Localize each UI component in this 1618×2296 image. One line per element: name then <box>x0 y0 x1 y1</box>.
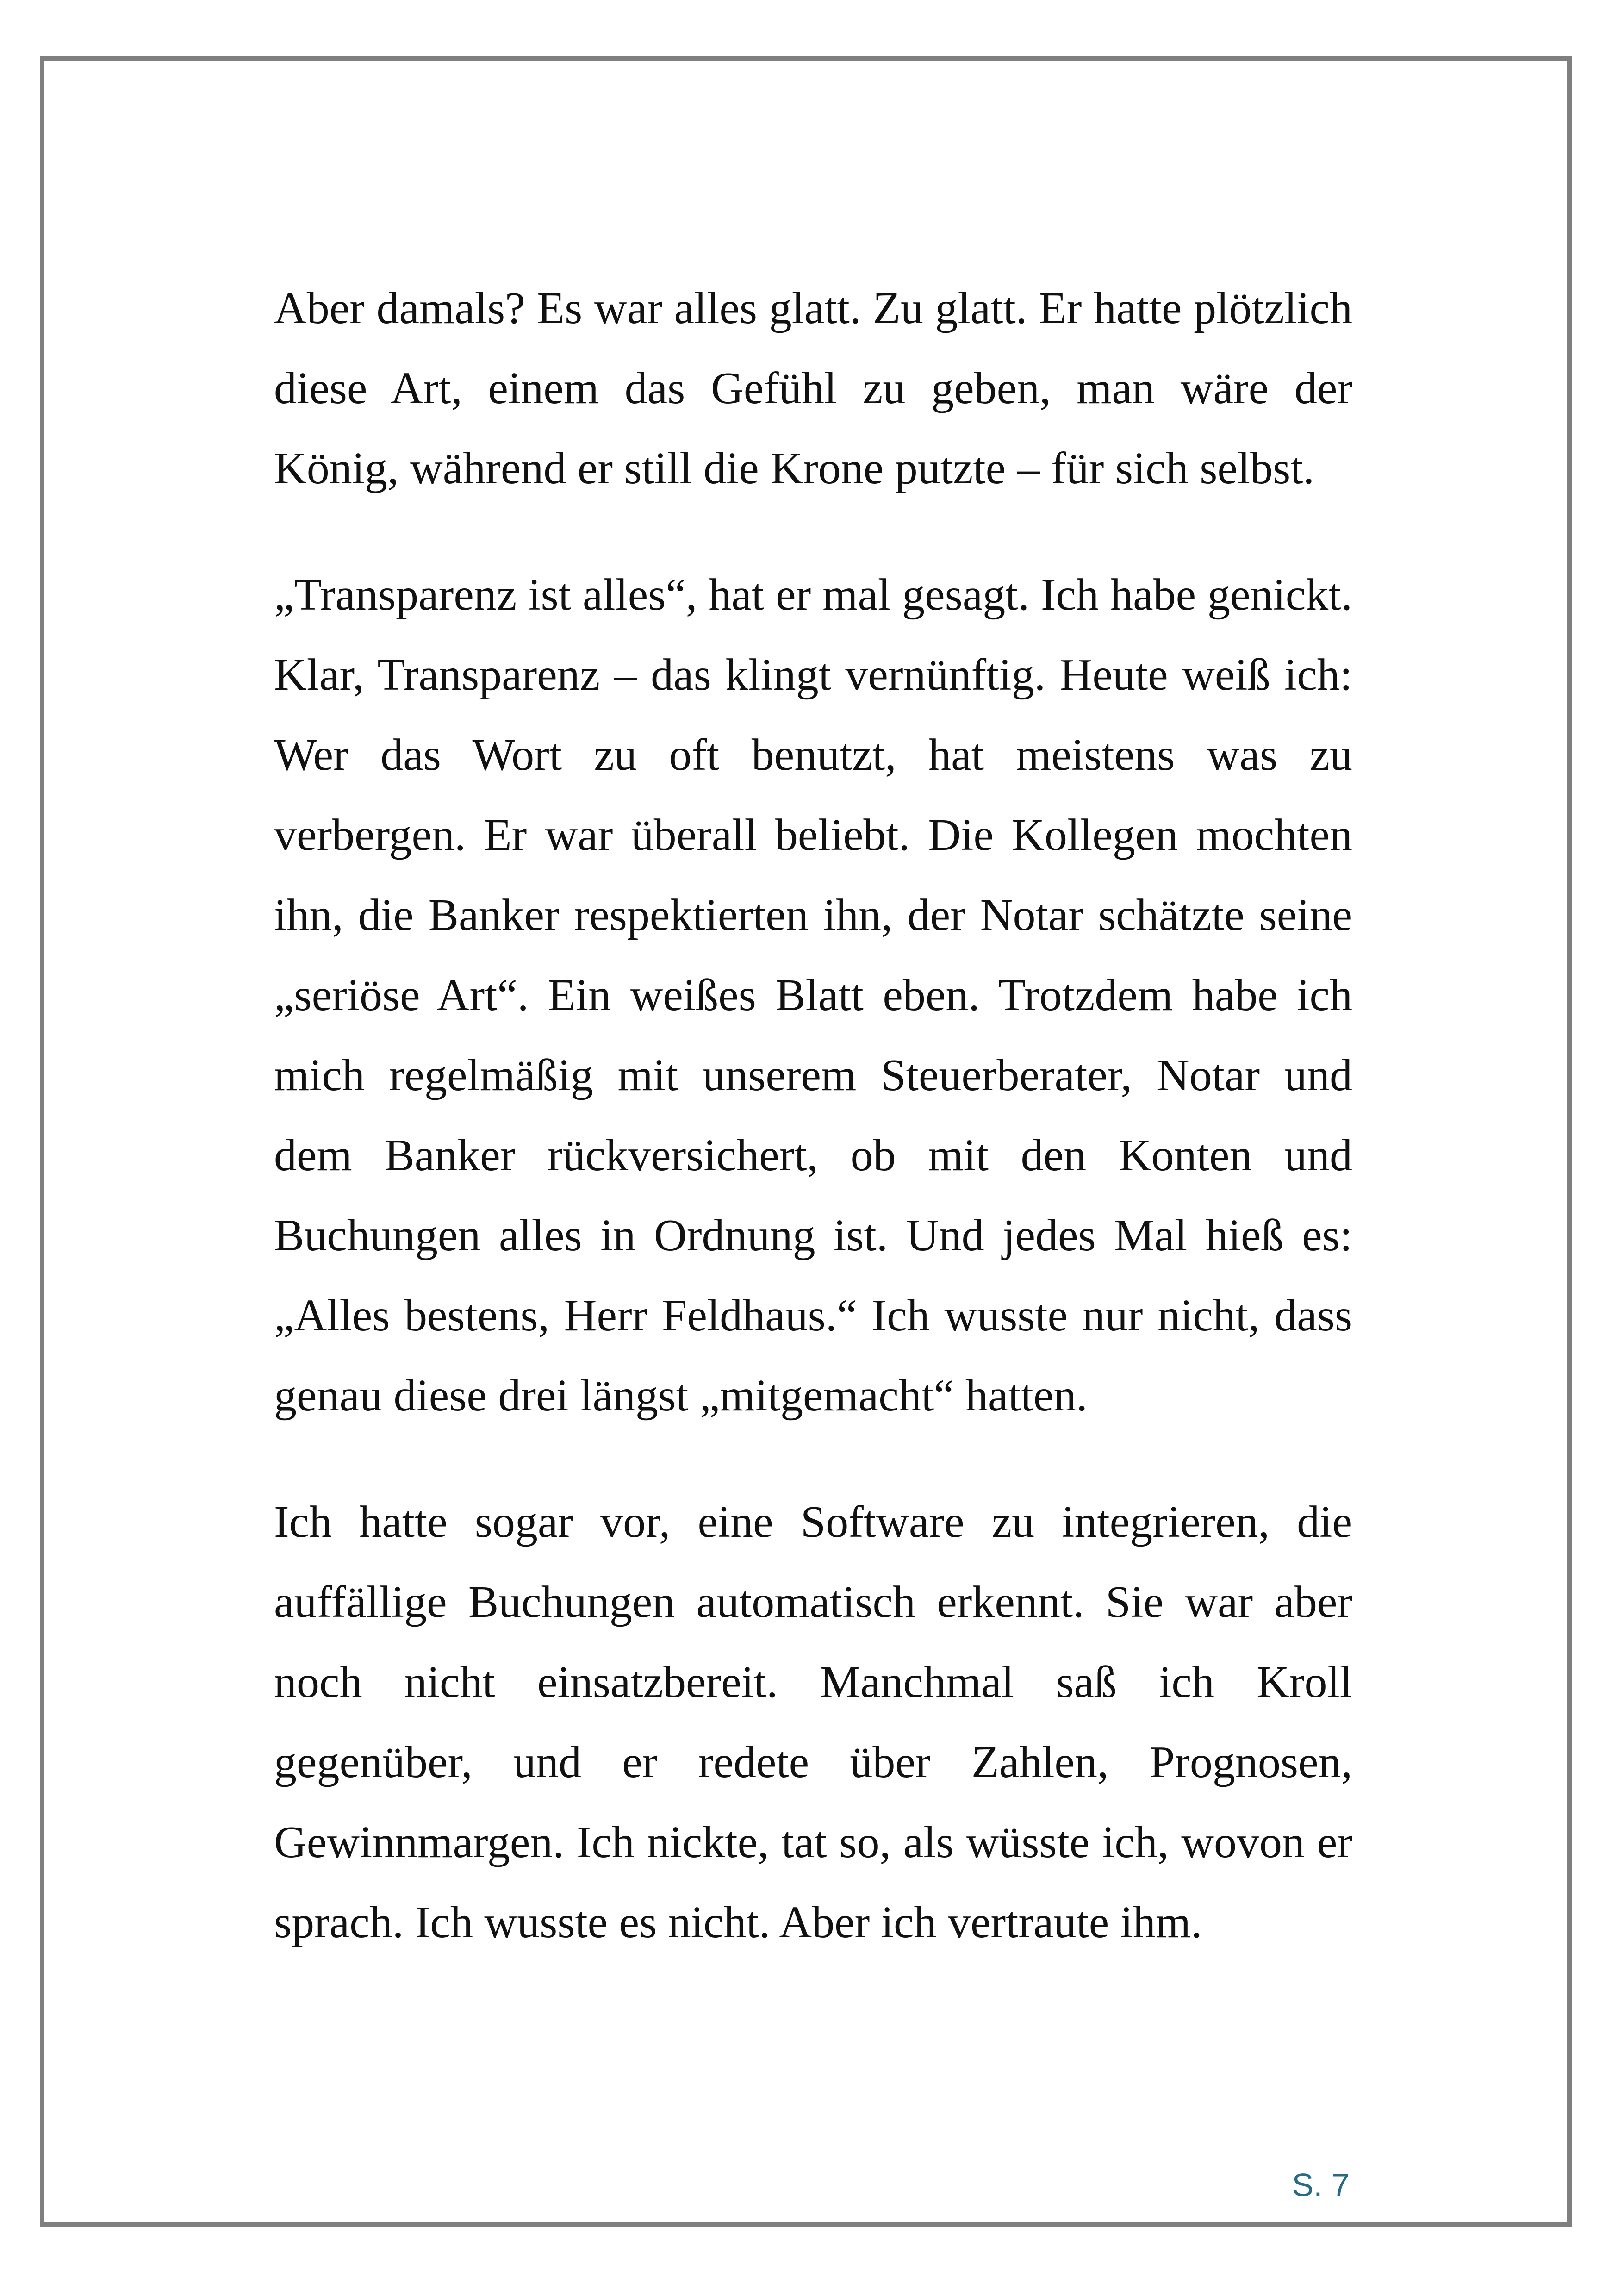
paragraph-3: Ich hatte sogar vor, eine Software zu integrieren, die auffällige Buchungen automatisch erkennt. Sie war aber noch nicht einsatzbereit. Manchmal saß ich Kroll gegenüber, und er redete über Zahlen, Prognosen, Gewinnmargen. Ich nickte, tat so, als wüsste ich, wovon er sprach. Ich wusste es nicht. Aber ich vertraute ihm. <box>274 1497 1352 1947</box>
paragraph-1: Aber damals? Es war alles glatt. Zu glatt. Er hatte plötzlich diese Art, einem das Gefühl zu geben, man wäre der König, während er still die Krone putzte – für sich selbst. <box>274 283 1352 493</box>
page-number: S. 7 <box>1292 2167 1350 2203</box>
paragraph-2: „Transparenz ist alles“, hat er mal gesagt. Ich habe genickt. Klar, Transparenz – das klingt vernünftig. Heute weiß ich: Wer das Wort zu oft benutzt, hat meistens was zu verbergen. Er war überall beliebt. Die Kollegen mochten ihn, die Banker respektierten ihn, der Notar schätzte seine „seriöse Art“. Ein weißes Blatt eben. Trotzdem habe ich mich regelmäßig mit unserem Steuerberater, Notar und dem Banker rückversichert, ob mit den Konten und Buchungen alles in Ordnung ist. Und jedes Mal hieß es: „Alles bestens, Herr Feldhaus.“ Ich wusste nur nicht, dass genau diese drei längst „mitgemacht“ hatten. <box>274 570 1352 1421</box>
text-column <box>274 268 1352 1963</box>
